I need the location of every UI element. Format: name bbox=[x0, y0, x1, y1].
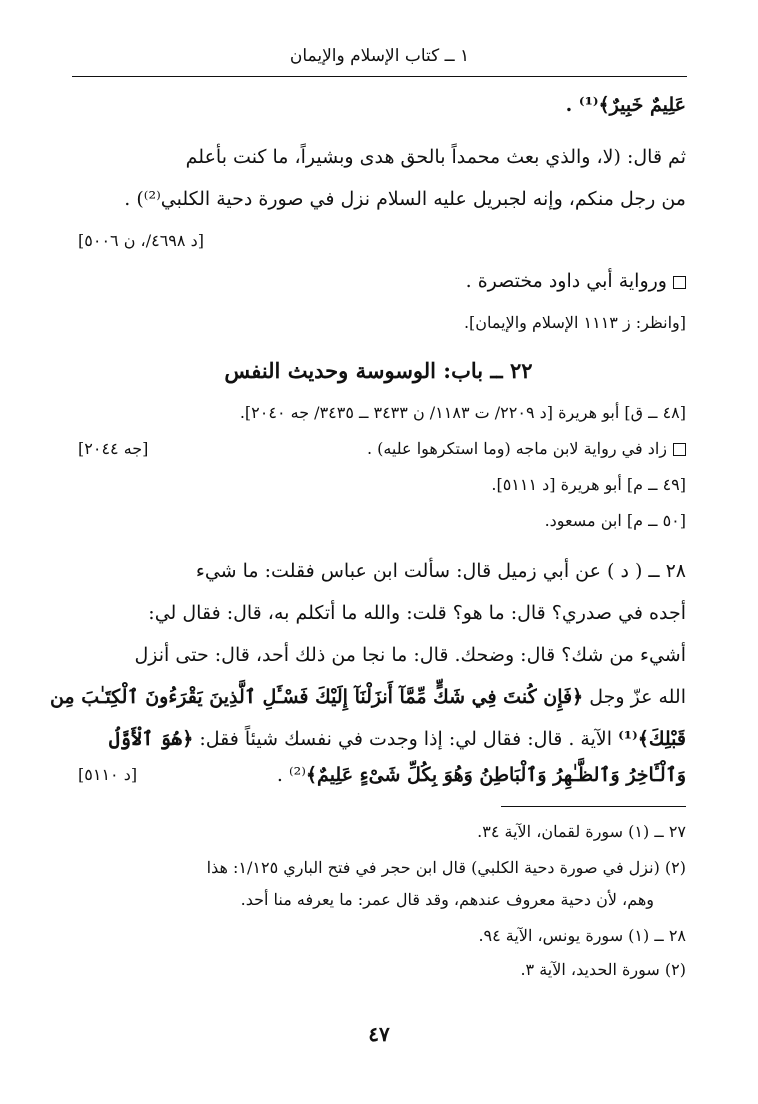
quran-quote-2-end: وَٱلْـَٔاخِرُ وَٱلظَّـٰهِرُ وَٱلْبَاطِنُ وَهُوَ بِكُلِّ شَىْءٍ عَلِيمٌ﴾ bbox=[305, 764, 686, 786]
verse-end: عَلِيمٌ خَبِيرٌ﴾⁽¹⁾ . bbox=[565, 94, 686, 116]
footnote-rule bbox=[501, 806, 686, 807]
quran-quote-2: ﴿هُوَ ٱلْأَوَّلُ bbox=[108, 728, 194, 750]
note-abu-dawud bbox=[71, 266, 686, 296]
reference-50: [٥٠ ــ م] ابن مسعود. bbox=[544, 511, 686, 530]
quran-quote-1-end: قَبْلِكَ﴾⁽¹⁾ bbox=[618, 728, 686, 750]
footnote-28-1: ٢٨ ــ (١) سورة يونس، الآية ٩٤. bbox=[478, 926, 686, 945]
hadith-28-line-4 bbox=[49, 682, 686, 712]
hadith-27-line-1: ثم قال: (لا، والذي بعث محمداً بالحق هدى وبشيراً، ما كنت بأعلم bbox=[185, 146, 686, 168]
hadith-28-line-6 bbox=[71, 760, 686, 790]
reference-48: [٤٨ ــ ق] أبو هريرة [د ٢٢٠٩/ ت ١١٨٣/ ن ٣٤٣٣ ــ ٣٤٣٥/ جه ٢٠٤٠]. bbox=[239, 403, 686, 422]
hadith-27-line-2: من رجل منكم، وإنه لجبريل عليه السلام نزل في صورة دحية الكلبي⁽²⁾) . bbox=[124, 188, 686, 210]
hadith-28-line-3: أشيء من شك؟ قال: وضحك. قال: ما نجا من ذلك أحد، قال: حتى أنزل bbox=[134, 644, 686, 666]
running-header: ١ ــ كتاب الإسلام والإيمان bbox=[289, 46, 470, 66]
footnote-27-1: ٢٧ ــ (١) سورة لقمان، الآية ٣٤. bbox=[477, 822, 686, 841]
square-bullet-icon bbox=[673, 443, 686, 456]
chapter-heading: ٢٢ ــ باب: الوسوسة وحديث النفس bbox=[224, 358, 533, 383]
hadith-28-line-2: أجده في صدري؟ قال: ما هو؟ قلت: والله ما أتكلم به، قال: فقال لي: bbox=[148, 602, 686, 624]
hadith-27-reference: [د ٤٦٩٨/، ن ٥٠٠٦] bbox=[78, 231, 204, 250]
footnote-27-2-line-2: وهم، لأن دحية معروف عندهم، وقد قال عمر: ما يعرفه منا أحد. bbox=[240, 890, 654, 909]
note-48-reference: [جه ٢٠٤٤] bbox=[78, 439, 149, 458]
hadith-28-line-5-text: الآية . قال: فقال لي: إذا وجدت في نفسك شيئاً فقل: bbox=[193, 728, 619, 750]
square-bullet-icon bbox=[673, 276, 686, 289]
footnote-28-2: (٢) سورة الحديد، الآية ٣. bbox=[520, 960, 686, 979]
header-rule bbox=[72, 76, 687, 77]
note-abu-dawud-text: ورواية أبي داود مختصرة . bbox=[465, 270, 667, 292]
reference-49: [٤٩ ــ م] أبو هريرة [د ٥١١١]. bbox=[491, 475, 686, 494]
note-48 bbox=[71, 434, 686, 464]
hadith-28-line-5 bbox=[71, 724, 686, 754]
hadith-28-line-1: ٢٨ ــ ( د ) عن أبي زميل قال: سألت ابن عباس فقلت: ما شيء bbox=[195, 560, 686, 582]
footnote-marker: ⁽²⁾ . bbox=[276, 764, 306, 786]
quran-quote-1: ﴿فَإِن كُنتَ فِي شَكٍّ مِّمَّآ أَنزَلْنَآ إِلَيْكَ فَسْـَٔلِ ٱلَّذِينَ يَقْرَءُونَ ٱلْكِتَـٰبَ مِن bbox=[49, 686, 584, 708]
see-also-reference: [وانظر: ز ١١١٣ الإسلام والإيمان]. bbox=[463, 313, 686, 332]
note-48-text: زاد في رواية لابن ماجه (وما استكرهوا عليه) . bbox=[366, 439, 667, 458]
hadith-28-reference: [د ٥١١٠] bbox=[78, 765, 138, 784]
hadith-28-line-4-text: الله عزّ وجل bbox=[583, 686, 686, 708]
page-number: ٤٧ bbox=[368, 1022, 390, 1046]
footnote-27-2-line-1: (٢) (نزل في صورة دحية الكلبي) قال ابن حجر في فتح الباري ١/١٢٥: هذا bbox=[206, 858, 686, 877]
